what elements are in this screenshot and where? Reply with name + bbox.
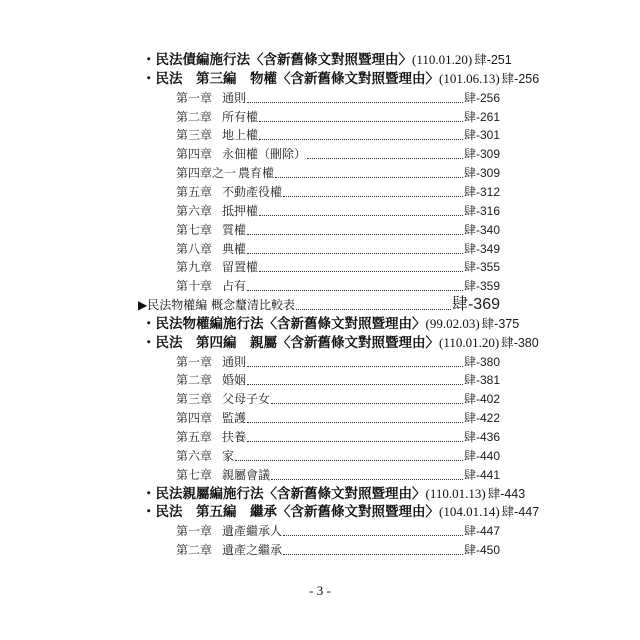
dot-leader bbox=[283, 553, 463, 555]
page-reference: 肆-340 bbox=[463, 222, 500, 237]
toc-chapter-row[interactable] bbox=[176, 219, 500, 238]
page-reference: 肆-380 bbox=[463, 354, 500, 369]
section-title: ・民法親屬編施行法〈含新舊條文對照暨理由〉 bbox=[142, 485, 426, 502]
chapter-title: 通則 bbox=[222, 90, 247, 105]
toc-section-row[interactable] bbox=[142, 313, 520, 332]
toc-chapter-row[interactable] bbox=[176, 181, 500, 200]
chapter-heading bbox=[176, 466, 270, 483]
page-reference: 肆-316 bbox=[463, 203, 500, 218]
page-reference: 肆-256 bbox=[501, 71, 540, 86]
chapter-number: 第三章 bbox=[176, 392, 213, 407]
toc-chapter-row[interactable] bbox=[176, 238, 500, 257]
chapter-heading bbox=[176, 221, 246, 238]
dot-leader bbox=[271, 402, 463, 404]
toc-section-row[interactable] bbox=[142, 68, 540, 87]
chapter-number: 第二章 bbox=[176, 109, 213, 124]
toc-section-row[interactable] bbox=[142, 49, 512, 68]
page-reference: 肆-355 bbox=[463, 260, 500, 275]
chapter-title: 質權 bbox=[222, 222, 247, 237]
chapter-number: 第四章之一 bbox=[176, 166, 237, 181]
dot-leader bbox=[247, 440, 463, 442]
toc-chapter-row[interactable] bbox=[176, 351, 500, 370]
chapter-title: 親屬會議 bbox=[222, 467, 271, 482]
chapter-title: 占有 bbox=[222, 279, 247, 294]
page-reference: 肆-381 bbox=[463, 373, 500, 388]
toc-chapter-row[interactable] bbox=[176, 256, 500, 275]
chapter-heading bbox=[176, 541, 282, 558]
chapter-title: 抵押權 bbox=[222, 203, 259, 218]
dot-leader bbox=[247, 365, 463, 367]
chapter-number: 第五章 bbox=[176, 184, 213, 199]
section-title: ・民法 第四編 親屬〈含新舊條文對照暨理由〉 bbox=[142, 334, 439, 351]
toc-chapter-row[interactable] bbox=[176, 200, 500, 219]
dot-leader bbox=[247, 101, 463, 103]
section-title: ・民法 第三編 物權〈含新舊條文對照暨理由〉 bbox=[142, 70, 439, 87]
toc-chapter-row[interactable] bbox=[176, 464, 500, 483]
page-reference: 肆-261 bbox=[463, 109, 500, 124]
page-reference: 肆-436 bbox=[463, 430, 500, 444]
chapter-heading bbox=[176, 202, 258, 219]
toc-chapter-row[interactable] bbox=[176, 445, 500, 464]
chapter-heading bbox=[176, 258, 258, 275]
page-reference: 肆-359 bbox=[463, 279, 500, 294]
chapter-number: 第二章 bbox=[176, 543, 213, 558]
dot-leader bbox=[307, 157, 463, 159]
chapter-heading bbox=[176, 447, 234, 464]
chapter-number: 第六章 bbox=[176, 203, 213, 218]
chapter-heading bbox=[176, 409, 246, 426]
chapter-heading bbox=[176, 277, 246, 294]
chapter-number: 第五章 bbox=[176, 430, 213, 444]
page-reference: 肆-301 bbox=[463, 128, 500, 143]
section-title: ・民法物權編施行法〈含新舊條文對照暨理由〉 bbox=[142, 315, 426, 332]
toc-chapter-row[interactable] bbox=[176, 275, 500, 294]
toc-chapter-row[interactable] bbox=[176, 87, 500, 106]
dot-leader bbox=[283, 195, 463, 197]
toc-chapter-row[interactable] bbox=[176, 124, 500, 143]
page-reference: 肆-312 bbox=[463, 184, 500, 199]
chapter-title: 不動產役權 bbox=[222, 184, 283, 199]
chapter-heading bbox=[176, 108, 258, 125]
chapter-number: 第一章 bbox=[176, 354, 213, 369]
toc-chapter-row[interactable] bbox=[176, 426, 500, 445]
toc-chapter-row[interactable] bbox=[176, 388, 500, 407]
chapter-title: 家 bbox=[222, 448, 235, 463]
amendment-date: (110.01.13) bbox=[425, 485, 486, 501]
section-heading bbox=[142, 486, 486, 502]
toc-chapter-row[interactable] bbox=[176, 106, 500, 125]
chapter-heading bbox=[176, 240, 246, 257]
chapter-number: 第四章 bbox=[176, 411, 213, 426]
dot-leader bbox=[247, 233, 463, 235]
page-reference: 肆-440 bbox=[463, 448, 500, 463]
page-reference: 肆-443 bbox=[487, 486, 526, 501]
chapter-number: 第八章 bbox=[176, 241, 213, 256]
page-reference: 肆-441 bbox=[463, 467, 500, 482]
chapter-title: 扶養 bbox=[222, 430, 247, 444]
chapter-title: 監護 bbox=[222, 411, 247, 426]
chapter-title: 農育權 bbox=[238, 166, 275, 181]
chapter-title: 通則 bbox=[222, 354, 247, 369]
chapter-heading bbox=[176, 522, 282, 539]
chapter-number: 第三章 bbox=[176, 128, 213, 143]
toc-chapter-row[interactable] bbox=[176, 369, 500, 388]
chapter-heading bbox=[176, 145, 306, 162]
chapter-title: 婚姻 bbox=[222, 373, 247, 388]
page-reference: 肆-447 bbox=[463, 524, 500, 539]
page-reference: 肆-375 bbox=[481, 316, 520, 331]
chapter-title: 父母子女 bbox=[222, 392, 271, 407]
chapter-title: 所有權 bbox=[222, 109, 259, 124]
chapter-heading bbox=[176, 353, 246, 370]
chapter-title: 地上權 bbox=[222, 128, 259, 143]
dot-leader bbox=[247, 421, 463, 423]
amendment-date: (110.01.20) bbox=[412, 52, 473, 67]
chapter-title: 永佃權（刪除） bbox=[222, 147, 307, 162]
dot-leader bbox=[283, 534, 463, 536]
page-reference: 肆-422 bbox=[463, 411, 500, 426]
chapter-number: 第十章 bbox=[176, 279, 213, 294]
page-reference: 肆-349 bbox=[463, 241, 500, 256]
chapter-heading bbox=[176, 126, 258, 143]
chapter-title: 遺產繼承人 bbox=[222, 524, 283, 539]
toc-chapter-row[interactable] bbox=[176, 539, 500, 558]
dot-leader bbox=[259, 120, 463, 122]
chapter-heading bbox=[176, 164, 274, 181]
amendment-date: (104.01.14) bbox=[439, 504, 500, 520]
dot-leader bbox=[271, 478, 463, 480]
dot-leader bbox=[259, 214, 463, 216]
toc-chapter-row[interactable] bbox=[176, 162, 500, 181]
toc-section-row[interactable] bbox=[142, 483, 526, 502]
chapter-heading bbox=[176, 89, 246, 106]
chapter-number: 第七章 bbox=[176, 467, 213, 482]
chapter-title: 留置權 bbox=[222, 260, 259, 275]
toc-table-row[interactable] bbox=[138, 294, 500, 313]
page-reference: 肆-447 bbox=[501, 505, 540, 520]
chapter-title: 遺產之繼承 bbox=[222, 543, 283, 558]
dot-leader bbox=[235, 459, 463, 461]
page-reference: 肆-256 bbox=[463, 90, 500, 105]
section-title: ・民法債編施行法〈含新舊條文對照暨理由〉 bbox=[142, 52, 412, 68]
dot-leader bbox=[247, 289, 463, 291]
dot-leader bbox=[247, 383, 463, 385]
page-reference: 肆-251 bbox=[474, 53, 512, 67]
chapter-number: 第一章 bbox=[176, 524, 213, 539]
chapter-heading bbox=[176, 390, 270, 407]
section-title: ・民法 第五編 繼承〈含新舊條文對照暨理由〉 bbox=[142, 504, 439, 521]
page-number: - 3 - bbox=[309, 583, 331, 598]
chapter-title: 典權 bbox=[222, 241, 247, 256]
toc-section-row[interactable] bbox=[142, 332, 539, 351]
page-reference: 肆-309 bbox=[463, 166, 500, 181]
amendment-date: (110.01.20) bbox=[439, 334, 500, 350]
chapter-number: 第九章 bbox=[176, 260, 213, 275]
chapter-number: 第六章 bbox=[176, 448, 213, 463]
section-heading bbox=[142, 71, 500, 87]
chapter-heading bbox=[176, 371, 246, 388]
dot-leader bbox=[275, 176, 463, 178]
amendment-date: (101.06.13) bbox=[439, 70, 500, 86]
page-reference: 肆-369 bbox=[451, 296, 500, 314]
dot-leader bbox=[259, 138, 463, 140]
dot-leader bbox=[296, 308, 451, 310]
chapter-heading bbox=[176, 183, 282, 200]
dot-leader bbox=[259, 270, 463, 272]
chapter-number: 第七章 bbox=[176, 222, 213, 237]
amendment-date: (99.02.03) bbox=[425, 315, 480, 331]
section-heading bbox=[142, 316, 480, 332]
page-reference: 肆-402 bbox=[463, 392, 500, 407]
chapter-number: 第一章 bbox=[176, 90, 213, 105]
toc-section-row[interactable] bbox=[142, 501, 540, 521]
section-heading bbox=[142, 52, 472, 68]
toc-chapter-row[interactable] bbox=[176, 407, 500, 426]
page-reference: 肆-309 bbox=[463, 147, 500, 162]
toc-chapter-row[interactable] bbox=[176, 143, 500, 162]
page-reference: 肆-380 bbox=[501, 335, 539, 350]
chapter-number: 第二章 bbox=[176, 373, 213, 388]
page-reference: 肆-450 bbox=[463, 543, 500, 558]
section-heading bbox=[142, 504, 500, 520]
chapter-heading bbox=[176, 428, 246, 445]
comparison-table-title: ▶民法物權編 概念釐清比較表 bbox=[138, 298, 296, 313]
section-heading bbox=[142, 335, 499, 351]
toc-chapter-row[interactable] bbox=[176, 520, 500, 539]
chapter-number: 第四章 bbox=[176, 147, 213, 162]
dot-leader bbox=[247, 252, 463, 254]
